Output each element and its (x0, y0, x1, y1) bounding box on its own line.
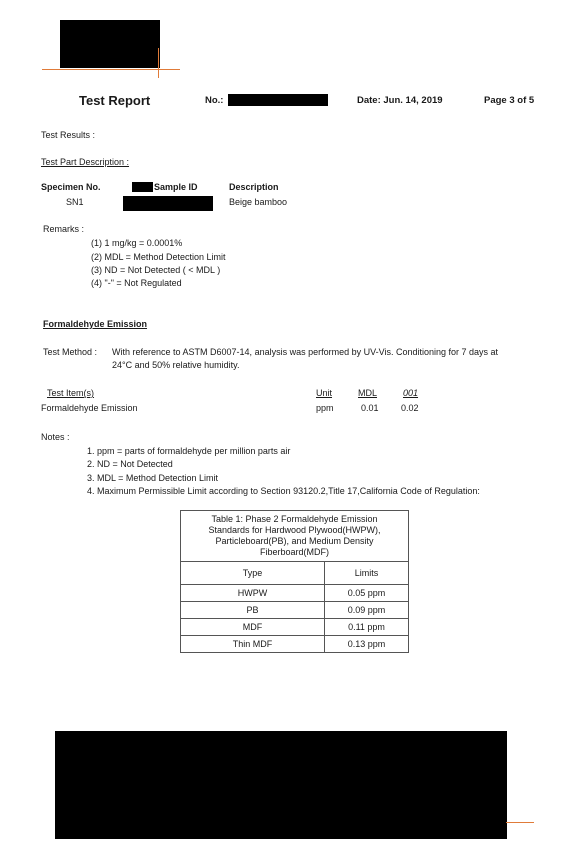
footer-orange-line (506, 822, 534, 823)
type-cell: HWPW (181, 585, 325, 602)
note-item: 4. Maximum Permissible Limit according to Section 93120.2,Title 17,California Code of Regulation: (87, 486, 480, 496)
remark-item: (1) 1 mg/kg = 0.0001% (91, 238, 183, 248)
result-unit-cell: ppm (316, 403, 334, 413)
type-cell: PB (181, 602, 325, 619)
notes-label: Notes : (41, 432, 70, 442)
redacted-footer (55, 731, 507, 839)
result-value-cell: 0.02 (401, 403, 419, 413)
remarks-label: Remarks : (43, 224, 85, 234)
table-row (181, 636, 409, 653)
result-item-cell: Formaldehyde Emission (41, 403, 138, 413)
description-cell: Beige bamboo (229, 197, 288, 207)
note-item: 1. ppm = parts of formaldehyde per million parts air (87, 446, 291, 456)
table-caption (181, 511, 409, 562)
header-orange-line (42, 69, 180, 70)
report-title: Test Report (79, 93, 151, 108)
table-caption-line: Table 1: Phase 2 Formaldehyde Emission (211, 514, 378, 524)
redacted-sample-prefix (132, 182, 153, 192)
table-caption-line: Standards for Hardwood Plywood(HWPW), (208, 525, 381, 535)
table-caption-line: Fiberboard(MDF) (259, 547, 329, 557)
sample-001-header: 001 (403, 388, 419, 398)
type-cell: Thin MDF (181, 636, 325, 653)
limit-cell: 0.11 ppm (325, 619, 409, 636)
mdl-header: MDL (358, 388, 378, 398)
redacted-sample-id (123, 196, 213, 211)
unit-header: Unit (316, 388, 333, 398)
redacted-report-number (228, 94, 328, 106)
type-cell: MDF (181, 619, 325, 636)
sample-id-header: Sample ID (154, 182, 198, 192)
specimen-number-cell: SN1 (66, 197, 84, 207)
description-header: Description (229, 182, 279, 192)
limits-column-header: Limits (325, 562, 409, 585)
note-item: 3. MDL = Method Detection Limit (87, 473, 218, 483)
header-orange-tick (158, 48, 159, 78)
table-row (181, 619, 409, 636)
page-indicator: Page 3 of 5 (484, 95, 535, 106)
note-item: 2. ND = Not Detected (87, 459, 173, 469)
table-row (181, 602, 409, 619)
test-method-text-line1: With reference to ASTM D6007-14, analysis was performed by UV-Vis. Conditioning for 7 days at (112, 347, 499, 357)
section-title: Formaldehyde Emission (43, 319, 148, 329)
report-number-label: No.: (205, 95, 224, 106)
report-date: Date: Jun. 14, 2019 (357, 95, 443, 106)
formaldehyde-limits-table (180, 510, 409, 653)
remark-item: (3) ND = Not Detected ( < MDL ) (91, 265, 221, 275)
table-row (181, 585, 409, 602)
test-part-description-label: Test Part Description : (41, 157, 130, 167)
test-items-header: Test Item(s) (47, 388, 95, 398)
result-mdl-cell: 0.01 (361, 403, 379, 413)
test-results-label: Test Results : (41, 130, 96, 140)
table-caption-line: Particleboard(PB), and Medium Density (215, 536, 374, 546)
limit-cell: 0.13 ppm (325, 636, 409, 653)
test-method-label: Test Method : (43, 347, 98, 357)
specimen-no-header: Specimen No. (41, 182, 101, 192)
limit-cell: 0.09 ppm (325, 602, 409, 619)
limit-cell: 0.05 ppm (325, 585, 409, 602)
redacted-logo (60, 20, 160, 68)
remark-item: (2) MDL = Method Detection Limit (91, 252, 226, 262)
type-column-header: Type (181, 562, 325, 585)
remark-item: (4) "-" = Not Regulated (91, 278, 182, 288)
test-method-text-line2: 24°C and 50% relative humidity. (112, 360, 240, 370)
